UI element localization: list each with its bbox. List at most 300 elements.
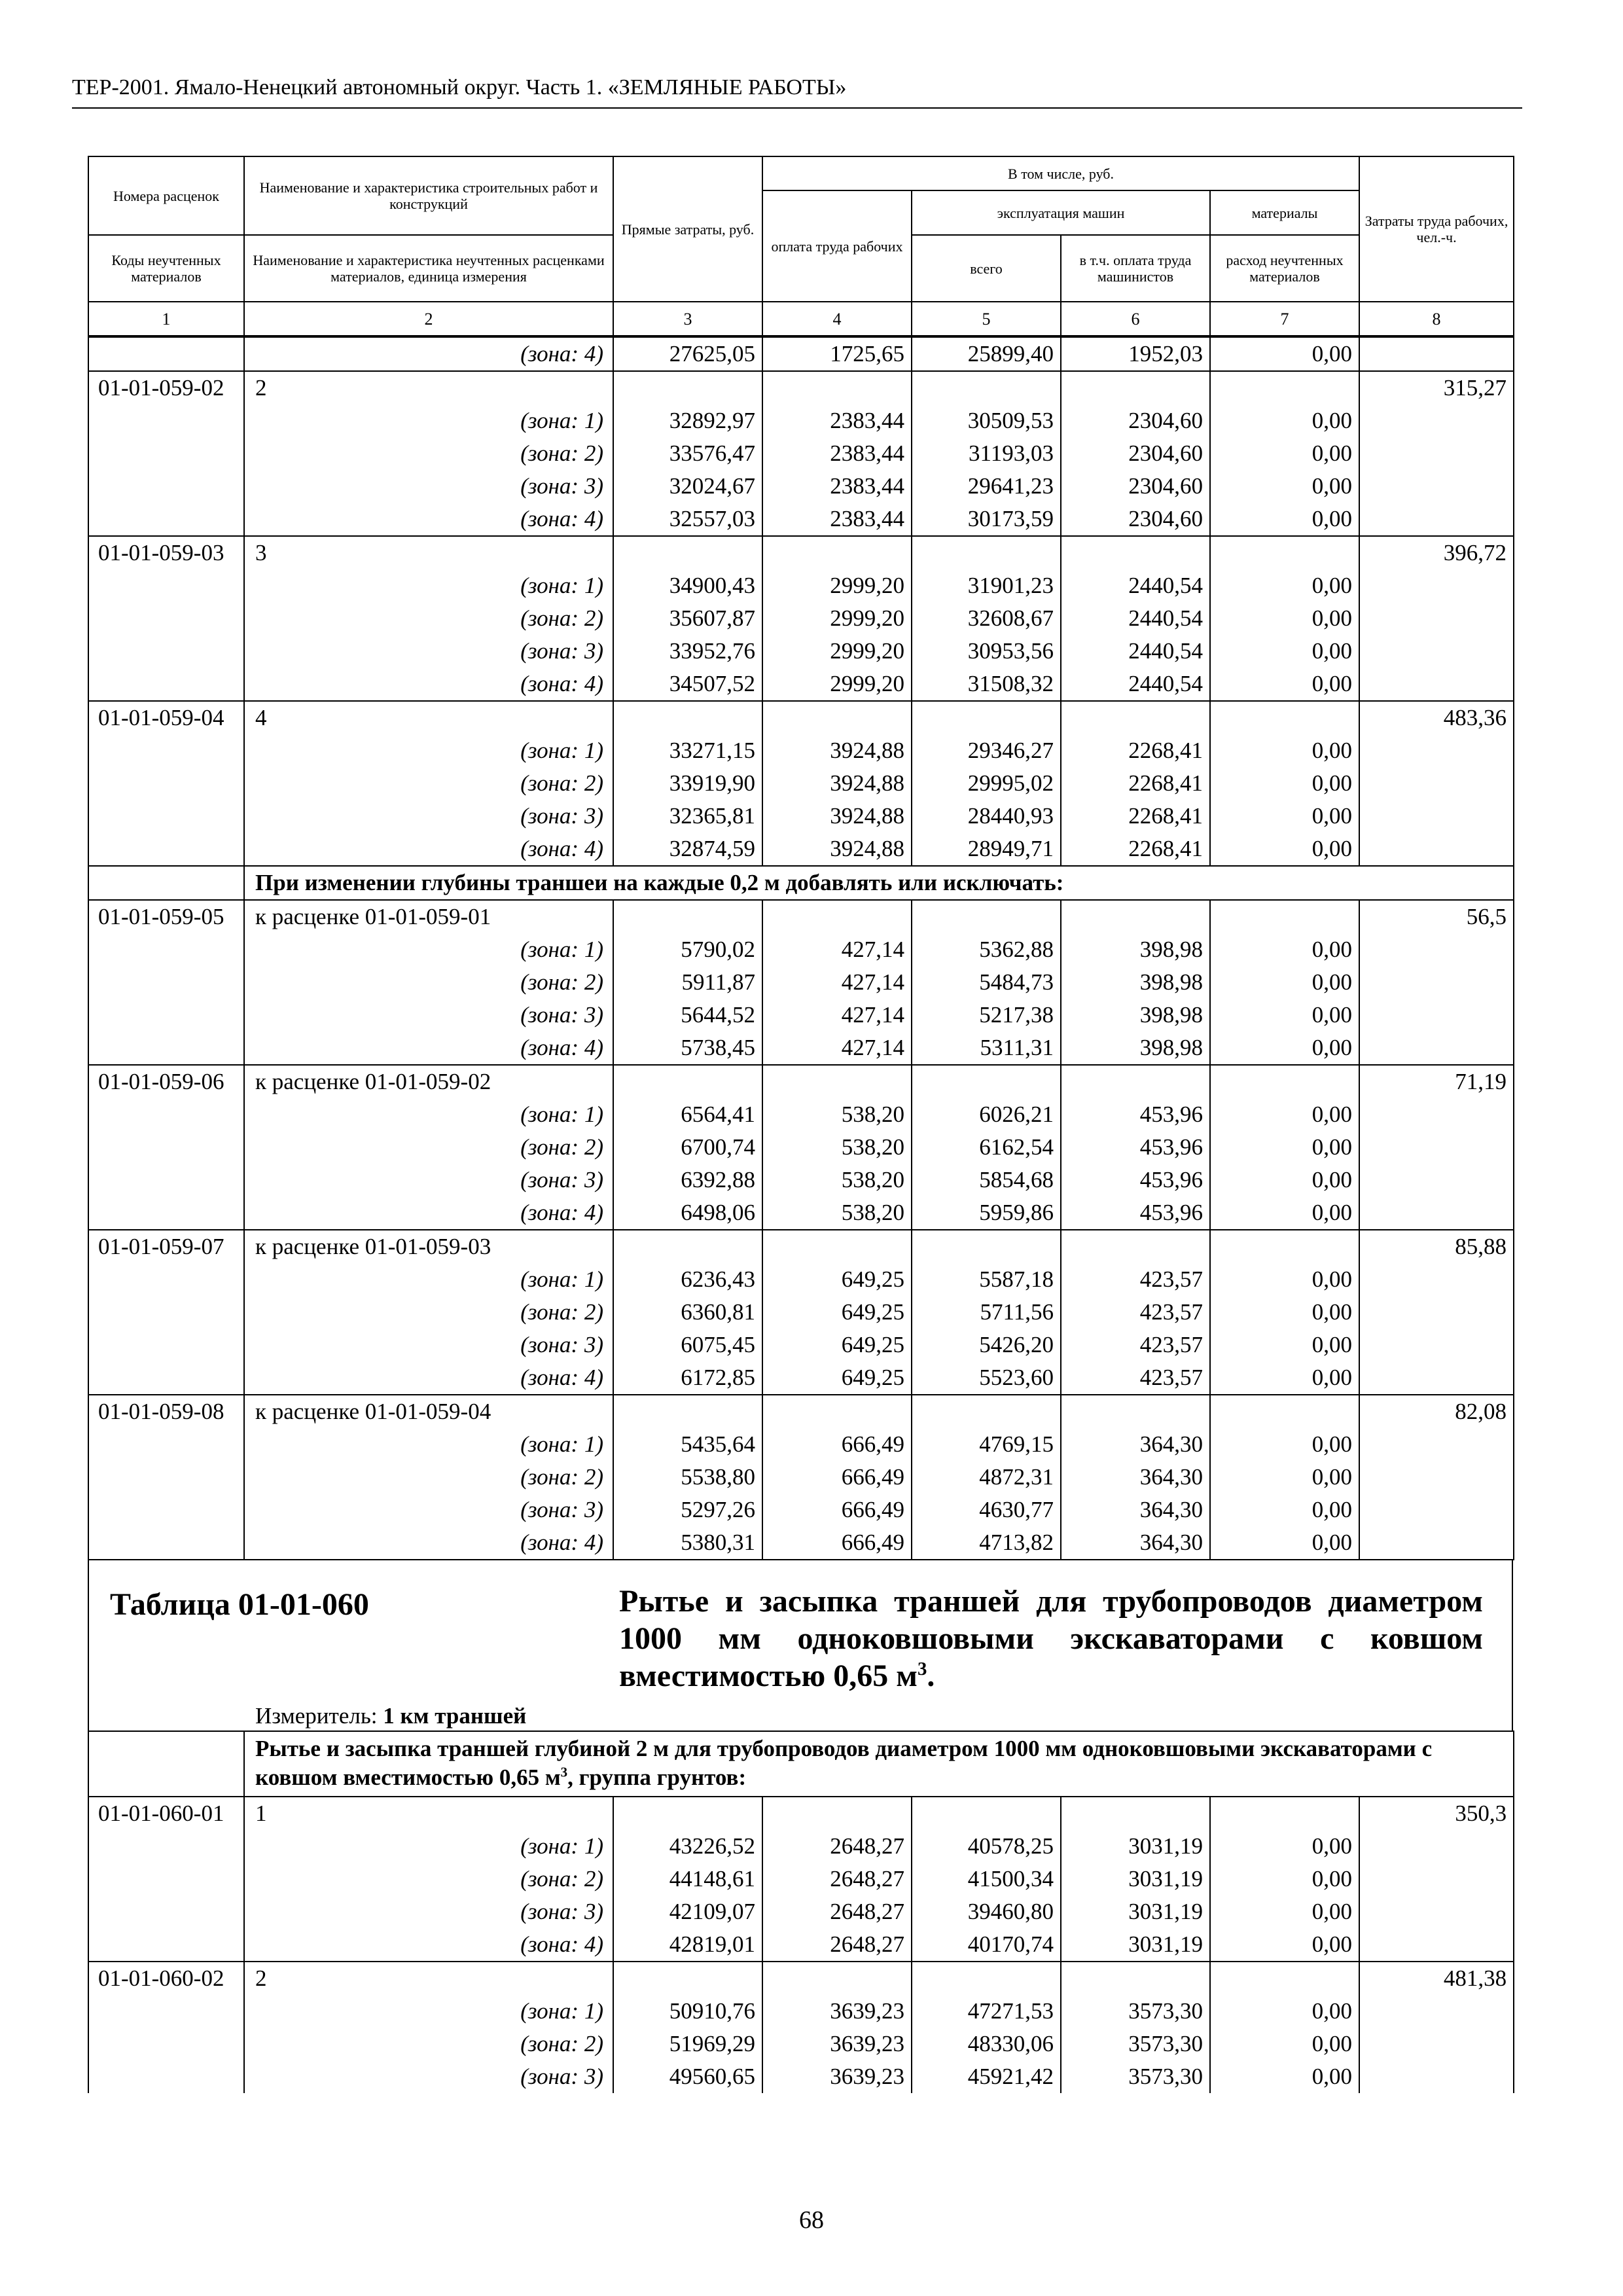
zone-row — [88, 404, 1514, 437]
section-heading: При изменении глубины траншеи на каждые 0,2 м добавлять или исключать: — [244, 866, 1514, 900]
column-number: 8 — [1359, 302, 1514, 336]
direct-cost: 5435,64 — [613, 1428, 762, 1461]
direct-cost: 27625,05 — [613, 337, 762, 371]
direct-cost: 5738,45 — [613, 1031, 762, 1065]
labor-cost: 56,5 — [1359, 900, 1514, 933]
machinist-pay: 3031,19 — [1061, 1928, 1210, 1962]
machinist-pay: 398,98 — [1061, 933, 1210, 966]
zone-row — [88, 1461, 1514, 1494]
column-number: 2 — [244, 302, 613, 336]
rate-code: 01-01-059-06 — [88, 1065, 244, 1098]
machines-total: 6026,21 — [912, 1098, 1061, 1131]
machines-total: 4769,15 — [912, 1428, 1061, 1461]
zone-label: (зона: 2) — [244, 1296, 613, 1329]
rate-code: 01-01-059-07 — [88, 1230, 244, 1263]
materials: 0,00 — [1210, 1428, 1359, 1461]
header-machines: эксплуатация машин — [912, 190, 1210, 235]
rate-code: 01-01-059-03 — [88, 536, 244, 569]
direct-cost: 34507,52 — [613, 668, 762, 701]
section-heading: Рытье и засыпка траншей глубиной 2 м для трубопроводов диаметром 1000 мм одноковшовыми экскаваторами с ковшом вместимостью 0,65 $м^3$, группа грунтов: — [244, 1731, 1514, 1797]
header-code-top: Номера расценок — [88, 156, 244, 235]
worker-pay: 2383,44 — [762, 404, 912, 437]
machines-total: 4872,31 — [912, 1461, 1061, 1494]
materials: 0,00 — [1210, 337, 1359, 371]
machinist-pay: 364,30 — [1061, 1494, 1210, 1526]
materials: 0,00 — [1210, 404, 1359, 437]
zone-label: (зона: 1) — [244, 1995, 613, 2028]
zone-label: (зона: 1) — [244, 569, 613, 602]
worker-pay: 538,20 — [762, 1098, 912, 1131]
worker-pay: 427,14 — [762, 999, 912, 1031]
machinist-pay: 2304,60 — [1061, 470, 1210, 503]
machinist-pay: 453,96 — [1061, 1131, 1210, 1164]
rates-table-060 — [88, 1731, 1514, 2093]
rate-row — [88, 536, 1514, 569]
header-code-bottom: Коды неучтенных материалов — [88, 235, 244, 302]
section-060 — [88, 1731, 1514, 1797]
machinist-pay: 3573,30 — [1061, 2028, 1210, 2060]
machines-total: 30953,56 — [912, 635, 1061, 668]
zone-label: (зона: 3) — [244, 999, 613, 1031]
section-depth-change — [88, 866, 1514, 900]
direct-cost: 5538,80 — [613, 1461, 762, 1494]
rate-name: 4 — [244, 701, 613, 734]
rate-code: 01-01-059-02 — [88, 371, 244, 404]
zone-row — [88, 569, 1514, 602]
zone-row — [88, 1131, 1514, 1164]
zone-row — [88, 1830, 1514, 1863]
table-number: Таблица 01-01-060 — [110, 1587, 369, 1622]
machinist-pay: 398,98 — [1061, 966, 1210, 999]
rate-name: к расценке 01-01-059-03 — [244, 1230, 613, 1263]
rate-code: 01-01-059-04 — [88, 701, 244, 734]
table-header — [88, 156, 1514, 336]
materials: 0,00 — [1210, 1031, 1359, 1065]
direct-cost: 44148,61 — [613, 1863, 762, 1895]
zone-row — [88, 966, 1514, 999]
worker-pay: 3924,88 — [762, 800, 912, 833]
machines-total: 31508,32 — [912, 668, 1061, 701]
direct-cost: 43226,52 — [613, 1830, 762, 1863]
machinist-pay: 2440,54 — [1061, 569, 1210, 602]
direct-cost: 32874,59 — [613, 833, 762, 866]
machinist-pay: 423,57 — [1061, 1296, 1210, 1329]
machines-total: 28949,71 — [912, 833, 1061, 866]
machinist-pay: 453,96 — [1061, 1098, 1210, 1131]
running-header: ТЕР-2001. Ямало-Ненецкий автономный округ. Часть 1. «ЗЕМЛЯНЫЕ РАБОТЫ» — [72, 73, 1522, 109]
zone-row — [88, 1928, 1514, 1962]
machinist-pay: 423,57 — [1061, 1329, 1210, 1361]
zone-row — [88, 470, 1514, 503]
worker-pay: 3639,23 — [762, 2028, 912, 2060]
labor-cost: 396,72 — [1359, 536, 1514, 569]
rate-groups-059-a — [88, 337, 1514, 866]
machinist-pay: 3031,19 — [1061, 1895, 1210, 1928]
materials: 0,00 — [1210, 1895, 1359, 1928]
rate-row — [88, 1230, 1514, 1263]
zone-label: (зона: 2) — [244, 2028, 613, 2060]
column-number: 6 — [1061, 302, 1210, 336]
column-number: 4 — [762, 302, 912, 336]
zone-row — [88, 734, 1514, 767]
materials: 0,00 — [1210, 1263, 1359, 1296]
worker-pay: 3639,23 — [762, 1995, 912, 2028]
zone-row — [88, 1995, 1514, 2028]
machinist-pay: 1952,03 — [1061, 337, 1210, 371]
zone-label: (зона: 1) — [244, 404, 613, 437]
materials: 0,00 — [1210, 668, 1359, 701]
direct-cost: 33576,47 — [613, 437, 762, 470]
direct-cost: 6172,85 — [613, 1361, 762, 1395]
machines-total: 30509,53 — [912, 404, 1061, 437]
zone-row — [88, 800, 1514, 833]
machinist-pay: 3031,19 — [1061, 1863, 1210, 1895]
worker-pay: 427,14 — [762, 933, 912, 966]
zone-label: (зона: 2) — [244, 1461, 613, 1494]
direct-cost: 5911,87 — [613, 966, 762, 999]
zone-label: (зона: 4) — [244, 1526, 613, 1560]
zone-label: (зона: 3) — [244, 635, 613, 668]
direct-cost: 6360,81 — [613, 1296, 762, 1329]
direct-cost: 6075,45 — [613, 1329, 762, 1361]
direct-cost: 5790,02 — [613, 933, 762, 966]
zone-label: (зона: 3) — [244, 1494, 613, 1526]
rate-row — [88, 900, 1514, 933]
zone-row — [88, 668, 1514, 701]
header-name-top: Наименование и характеристика строительных работ и конструкций — [244, 156, 613, 235]
direct-cost: 32024,67 — [613, 470, 762, 503]
zone-row — [88, 1164, 1514, 1196]
header-machinist-pay: в т.ч. оплата труда машинистов — [1061, 235, 1210, 302]
machinist-pay: 423,57 — [1061, 1361, 1210, 1395]
rate-groups-059-b — [88, 900, 1514, 1560]
zone-row — [88, 1329, 1514, 1361]
zone-label: (зона: 4) — [244, 668, 613, 701]
worker-pay: 666,49 — [762, 1461, 912, 1494]
materials: 0,00 — [1210, 734, 1359, 767]
worker-pay: 2648,27 — [762, 1895, 912, 1928]
machines-total: 31901,23 — [912, 569, 1061, 602]
materials: 0,00 — [1210, 933, 1359, 966]
zone-label: (зона: 3) — [244, 1329, 613, 1361]
zone-row — [88, 1863, 1514, 1895]
worker-pay: 2383,44 — [762, 437, 912, 470]
zone-row — [88, 1895, 1514, 1928]
direct-cost: 50910,76 — [613, 1995, 762, 2028]
labor-cost: 71,19 — [1359, 1065, 1514, 1098]
column-number: 3 — [613, 302, 762, 336]
zone-label: (зона: 1) — [244, 933, 613, 966]
header-direct-costs: Прямые затраты, руб. — [613, 156, 762, 302]
materials: 0,00 — [1210, 1196, 1359, 1230]
zone-row — [88, 1263, 1514, 1296]
labor-cost: 481,38 — [1359, 1962, 1514, 1995]
zone-row — [88, 1361, 1514, 1395]
direct-cost: 5297,26 — [613, 1494, 762, 1526]
machines-total: 5484,73 — [912, 966, 1061, 999]
machinist-pay: 398,98 — [1061, 999, 1210, 1031]
materials: 0,00 — [1210, 833, 1359, 866]
zone-row — [88, 2028, 1514, 2060]
direct-cost: 6564,41 — [613, 1098, 762, 1131]
rate-row — [88, 1962, 1514, 1995]
worker-pay: 1725,65 — [762, 337, 912, 371]
machines-total: 48330,06 — [912, 2028, 1061, 2060]
table-title-block — [88, 1560, 1513, 1731]
machines-total: 5426,20 — [912, 1329, 1061, 1361]
direct-cost: 6236,43 — [613, 1263, 762, 1296]
machines-total: 25899,40 — [912, 337, 1061, 371]
rate-code: 01-01-059-05 — [88, 900, 244, 933]
direct-cost: 33271,15 — [613, 734, 762, 767]
direct-cost: 6498,06 — [613, 1196, 762, 1230]
zone-row — [88, 933, 1514, 966]
materials: 0,00 — [1210, 1494, 1359, 1526]
direct-cost: 32365,81 — [613, 800, 762, 833]
machinist-pay: 2440,54 — [1061, 602, 1210, 635]
materials: 0,00 — [1210, 1329, 1359, 1361]
worker-pay: 666,49 — [762, 1428, 912, 1461]
worker-pay: 3924,88 — [762, 833, 912, 866]
direct-cost: 32892,97 — [613, 404, 762, 437]
column-number: 5 — [912, 302, 1061, 336]
direct-cost: 6392,88 — [613, 1164, 762, 1196]
rate-row — [88, 1065, 1514, 1098]
machines-total: 47271,53 — [912, 1995, 1061, 2028]
zone-label: (зона: 4) — [244, 337, 613, 371]
materials: 0,00 — [1210, 569, 1359, 602]
rate-name: к расценке 01-01-059-04 — [244, 1395, 613, 1428]
worker-pay: 2999,20 — [762, 602, 912, 635]
worker-pay: 427,14 — [762, 966, 912, 999]
machinist-pay: 2304,60 — [1061, 437, 1210, 470]
rate-code: 01-01-060-01 — [88, 1797, 244, 1830]
zone-label: (зона: 3) — [244, 470, 613, 503]
rate-row — [88, 1395, 1514, 1428]
machinist-pay: 2268,41 — [1061, 734, 1210, 767]
materials: 0,00 — [1210, 1995, 1359, 2028]
machinist-pay: 453,96 — [1061, 1164, 1210, 1196]
machines-total: 32608,67 — [912, 602, 1061, 635]
direct-cost: 5380,31 — [613, 1526, 762, 1560]
zone-label: (зона: 4) — [244, 1361, 613, 1395]
zone-label: (зона: 2) — [244, 602, 613, 635]
direct-cost: 33952,76 — [613, 635, 762, 668]
materials: 0,00 — [1210, 1526, 1359, 1560]
zone-row — [88, 437, 1514, 470]
materials: 0,00 — [1210, 767, 1359, 800]
worker-pay: 427,14 — [762, 1031, 912, 1065]
machines-total: 5523,60 — [912, 1361, 1061, 1395]
zone-row — [88, 1526, 1514, 1560]
machinist-pay: 453,96 — [1061, 1196, 1210, 1230]
worker-pay: 538,20 — [762, 1131, 912, 1164]
machinist-pay: 2268,41 — [1061, 800, 1210, 833]
rates-table-area — [88, 156, 1513, 2093]
zone-label: (зона: 2) — [244, 1131, 613, 1164]
zone-label: (зона: 1) — [244, 1428, 613, 1461]
zone-row — [88, 1031, 1514, 1065]
worker-pay: 666,49 — [762, 1526, 912, 1560]
machines-total: 30173,59 — [912, 503, 1061, 536]
zone-row — [88, 767, 1514, 800]
rate-row — [88, 371, 1514, 404]
zone-label: (зона: 2) — [244, 437, 613, 470]
worker-pay: 3639,23 — [762, 2060, 912, 2093]
materials: 0,00 — [1210, 602, 1359, 635]
zone-row — [88, 2060, 1514, 2093]
machinist-pay: 2268,41 — [1061, 767, 1210, 800]
zone-label: (зона: 3) — [244, 800, 613, 833]
machinist-pay: 364,30 — [1061, 1526, 1210, 1560]
worker-pay: 649,25 — [762, 1329, 912, 1361]
labor-cost: 82,08 — [1359, 1395, 1514, 1428]
machinist-pay: 364,30 — [1061, 1461, 1210, 1494]
materials: 0,00 — [1210, 1164, 1359, 1196]
machines-total: 6162,54 — [912, 1131, 1061, 1164]
machinist-pay: 2304,60 — [1061, 404, 1210, 437]
header-materials-consumption: расход неучтенных материалов — [1210, 235, 1359, 302]
materials: 0,00 — [1210, 2060, 1359, 2093]
direct-cost: 51969,29 — [613, 2028, 762, 2060]
machinist-pay: 2304,60 — [1061, 503, 1210, 536]
zone-row — [88, 337, 1514, 371]
zone-row — [88, 833, 1514, 866]
machines-total: 29346,27 — [912, 734, 1061, 767]
machinist-pay: 2268,41 — [1061, 833, 1210, 866]
materials: 0,00 — [1210, 635, 1359, 668]
zone-row — [88, 1296, 1514, 1329]
rate-row — [88, 1797, 1514, 1830]
zone-label: (зона: 1) — [244, 1830, 613, 1863]
materials: 0,00 — [1210, 1830, 1359, 1863]
zone-label: (зона: 4) — [244, 833, 613, 866]
materials: 0,00 — [1210, 2028, 1359, 2060]
machines-total: 40578,25 — [912, 1830, 1061, 1863]
worker-pay: 538,20 — [762, 1196, 912, 1230]
materials: 0,00 — [1210, 1131, 1359, 1164]
labor-cost: 483,36 — [1359, 701, 1514, 734]
rate-name: к расценке 01-01-059-01 — [244, 900, 613, 933]
page-number: 68 — [799, 2206, 824, 2234]
zone-row — [88, 1098, 1514, 1131]
worker-pay: 2648,27 — [762, 1928, 912, 1962]
rate-name: 2 — [244, 371, 613, 404]
rate-groups-060 — [88, 1797, 1514, 2093]
machines-total: 31193,03 — [912, 437, 1061, 470]
worker-pay: 2648,27 — [762, 1830, 912, 1863]
rate-code: 01-01-060-02 — [88, 1962, 244, 1995]
machines-total: 4630,77 — [912, 1494, 1061, 1526]
header-machines-total: всего — [912, 235, 1061, 302]
worker-pay: 649,25 — [762, 1296, 912, 1329]
zone-label: (зона: 2) — [244, 767, 613, 800]
materials: 0,00 — [1210, 1928, 1359, 1962]
header-labor-costs: Затраты труда рабочих, чел.-ч. — [1359, 156, 1514, 302]
machines-total: 39460,80 — [912, 1895, 1061, 1928]
worker-pay: 2383,44 — [762, 503, 912, 536]
materials: 0,00 — [1210, 966, 1359, 999]
header-name-bottom: Наименование и характеристика неучтенных расценками материалов, единица измерения — [244, 235, 613, 302]
worker-pay: 2999,20 — [762, 635, 912, 668]
zone-label: (зона: 4) — [244, 1031, 613, 1065]
zone-label: (зона: 3) — [244, 1164, 613, 1196]
zone-label: (зона: 4) — [244, 1196, 613, 1230]
zone-label: (зона: 1) — [244, 1098, 613, 1131]
machines-total: 28440,93 — [912, 800, 1061, 833]
header-including: В том числе, руб. — [762, 156, 1359, 190]
direct-cost: 42819,01 — [613, 1928, 762, 1962]
column-number: 7 — [1210, 302, 1359, 336]
table-title: Рытье и засыпка траншей для трубопроводов диаметром 1000 мм одноковшовыми экскаваторами с ковшом вместимостью 0,65 $м^3$. — [619, 1584, 1483, 1693]
worker-pay: 2648,27 — [762, 1863, 912, 1895]
rate-code: 01-01-059-08 — [88, 1395, 244, 1428]
zone-label: (зона: 1) — [244, 1263, 613, 1296]
worker-pay: 3924,88 — [762, 767, 912, 800]
machines-total: 5311,31 — [912, 1031, 1061, 1065]
materials: 0,00 — [1210, 999, 1359, 1031]
machines-total: 45921,42 — [912, 2060, 1061, 2093]
labor-cost: 85,88 — [1359, 1230, 1514, 1263]
labor-cost: 315,27 — [1359, 371, 1514, 404]
materials: 0,00 — [1210, 503, 1359, 536]
table-meter: Измеритель: 1 км траншей — [255, 1703, 527, 1729]
worker-pay: 666,49 — [762, 1494, 912, 1526]
materials: 0,00 — [1210, 1098, 1359, 1131]
zone-label: (зона: 1) — [244, 734, 613, 767]
machines-total: 5587,18 — [912, 1263, 1061, 1296]
machines-total: 5854,68 — [912, 1164, 1061, 1196]
machinist-pay: 423,57 — [1061, 1263, 1210, 1296]
machinist-pay: 364,30 — [1061, 1428, 1210, 1461]
direct-cost: 35607,87 — [613, 602, 762, 635]
worker-pay: 649,25 — [762, 1361, 912, 1395]
zone-label: (зона: 2) — [244, 966, 613, 999]
zone-row — [88, 1428, 1514, 1461]
rate-name: 2 — [244, 1962, 613, 1995]
materials: 0,00 — [1210, 1361, 1359, 1395]
direct-cost: 42109,07 — [613, 1895, 762, 1928]
machines-total: 4713,82 — [912, 1526, 1061, 1560]
zone-label: (зона: 3) — [244, 2060, 613, 2093]
machinist-pay: 3573,30 — [1061, 1995, 1210, 2028]
zone-row — [88, 999, 1514, 1031]
materials: 0,00 — [1210, 1461, 1359, 1494]
rate-name: 1 — [244, 1797, 613, 1830]
zone-row — [88, 503, 1514, 536]
zone-row — [88, 1494, 1514, 1526]
rate-name: 3 — [244, 536, 613, 569]
worker-pay: 2383,44 — [762, 470, 912, 503]
zone-label: (зона: 4) — [244, 503, 613, 536]
zone-row — [88, 602, 1514, 635]
machinist-pay: 3031,19 — [1061, 1830, 1210, 1863]
labor-cost: 350,3 — [1359, 1797, 1514, 1830]
machines-total: 5959,86 — [912, 1196, 1061, 1230]
zone-label: (зона: 3) — [244, 1895, 613, 1928]
materials: 0,00 — [1210, 1863, 1359, 1895]
worker-pay: 649,25 — [762, 1263, 912, 1296]
direct-cost: 33919,90 — [613, 767, 762, 800]
rate-name: к расценке 01-01-059-02 — [244, 1065, 613, 1098]
machinist-pay: 2440,54 — [1061, 635, 1210, 668]
materials: 0,00 — [1210, 437, 1359, 470]
direct-cost: 32557,03 — [613, 503, 762, 536]
machines-total: 41500,34 — [912, 1863, 1061, 1895]
worker-pay: 538,20 — [762, 1164, 912, 1196]
machinist-pay: 398,98 — [1061, 1031, 1210, 1065]
materials: 0,00 — [1210, 1296, 1359, 1329]
